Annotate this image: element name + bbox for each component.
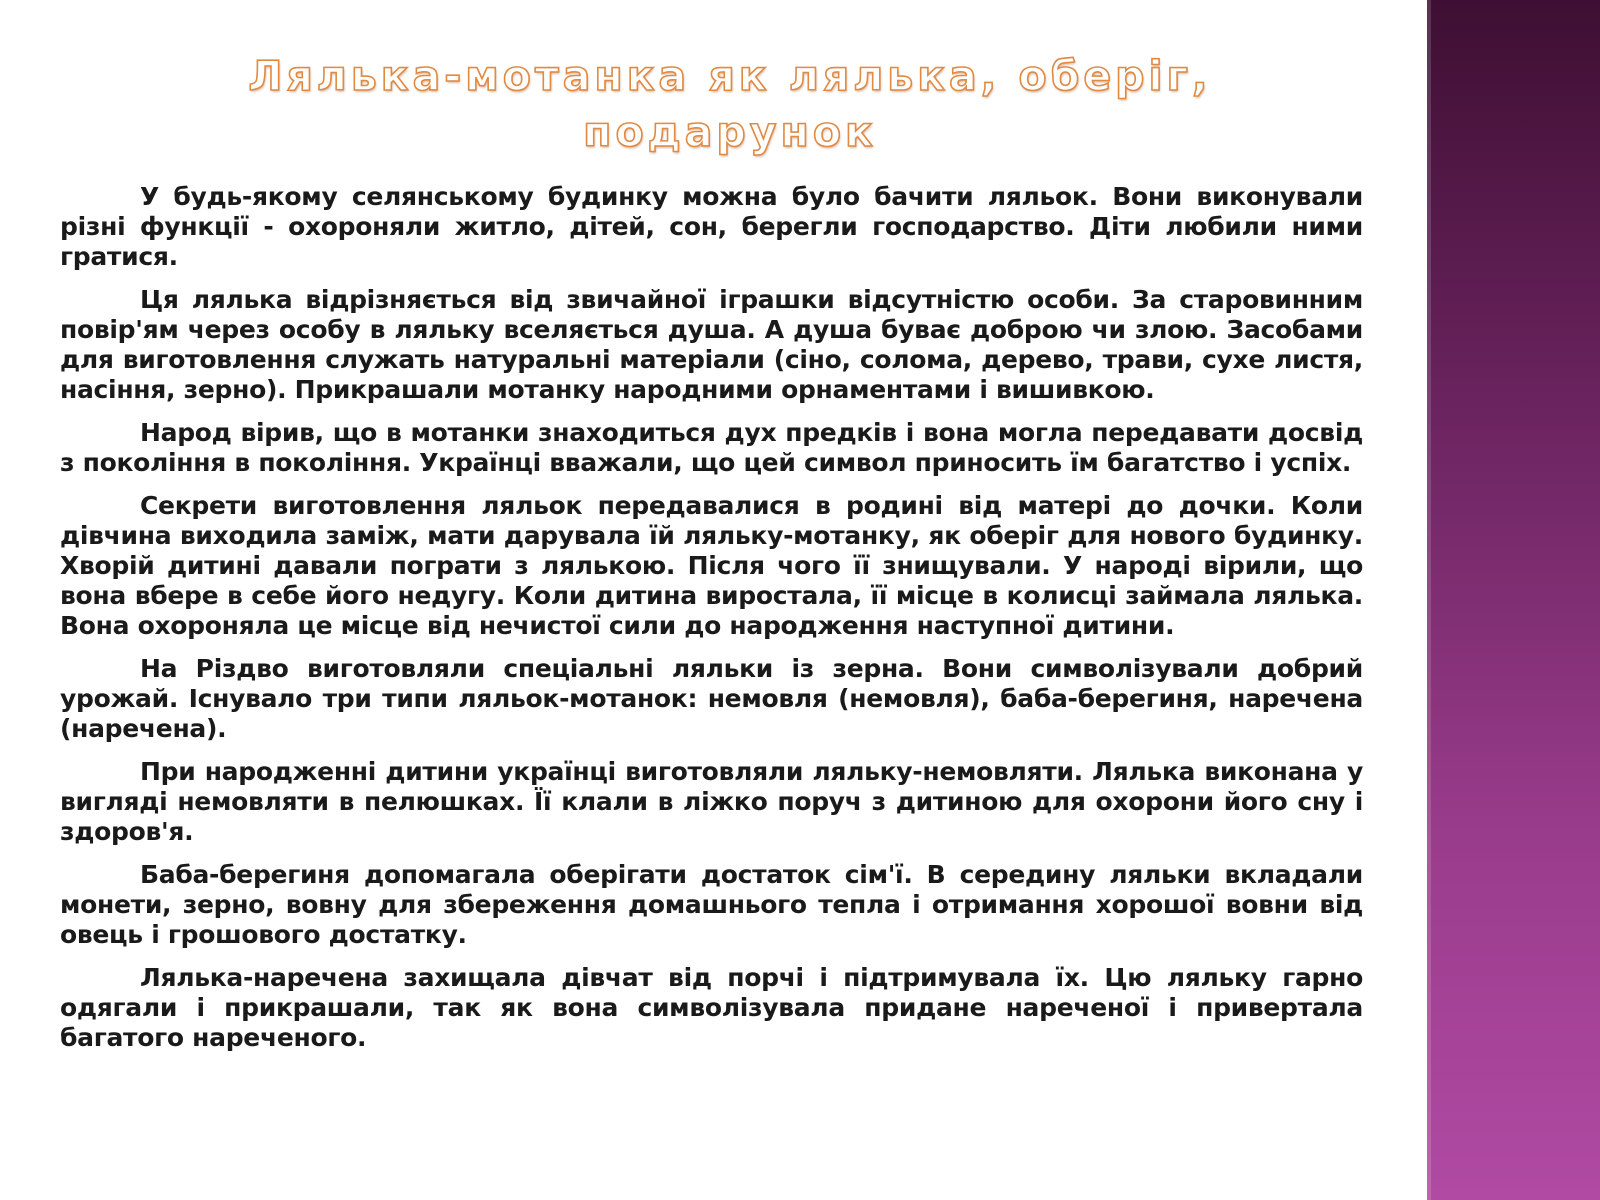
decorative-side-band xyxy=(1427,0,1600,1200)
paragraph: Ця лялька відрізняється від звичайної іграшки відсутністю особи. За старовинним повір'ям через особу в ляльку вселяється душа. А душа буває доброю чи злою. Засобами для виготовлення служать натуральні матеріали (сіно, солома, дерево, трави, сухе листя, насіння, зерно). Прикрашали мотанку народними орнаментами і вишивкою. xyxy=(60,285,1363,404)
slide-title xyxy=(240,48,1220,160)
slide-title-line-2: подарунок xyxy=(583,108,877,156)
paragraph: При народженні дитини українці виготовляли ляльку-немовляти. Лялька виконана у вигляді немовляти в пелюшках. Її клали в ліжко поруч з дитиною для охорони його сну і здоров'я. xyxy=(60,757,1363,846)
slide-title-line-1: Лялька-мотанка як лялька, оберіг, xyxy=(248,52,1212,100)
paragraph: Баба-берегиня допомагала оберігати достаток сім'ї. В середину ляльки вкладали монети, зерно, вовну для збереження домашнього тепла і отримання хорошої вовни від овець і грошового достатку. xyxy=(60,860,1363,949)
slide-body xyxy=(60,182,1363,1066)
paragraph: На Різдво виготовляли спеціальні ляльки із зерна. Вони символізували добрий урожай. Існувало три типи ляльок-мотанок: немовля (немовля), баба-берегиня, наречена (наречена). xyxy=(60,654,1363,743)
paragraph: Секрети виготовлення ляльок передавалися в родині від матері до дочки. Коли дівчина виходила заміж, мати дарувала їй ляльку-мотанку, як оберіг для нового будинку. Хворій дитині давали пограти з лялькою. Після чого її знищували. У народі вірили, що вона вбере в себе його недугу. Коли дитина виростала, її місце в колисці займала лялька. Вона охороняла це місце від нечистої сили до народження наступної дитини. xyxy=(60,491,1363,640)
paragraph: У будь-якому селянському будинку можна було бачити ляльок. Вони виконували різні функції - охороняли житло, дітей, сон, берегли господарство. Діти любили ними гратися. xyxy=(60,182,1363,271)
paragraph: Народ вірив, що в мотанки знаходиться дух предків і вона могла передавати досвід з покоління в покоління. Українці вважали, що цей символ приносить їм багатство і успіх. xyxy=(60,418,1363,477)
paragraph: Лялька-наречена захищала дівчат від порчі і підтримувала їх. Цю ляльку гарно одягали і прикрашали, так як вона символізувала придане нареченої і привертала багатого нареченого. xyxy=(60,963,1363,1052)
